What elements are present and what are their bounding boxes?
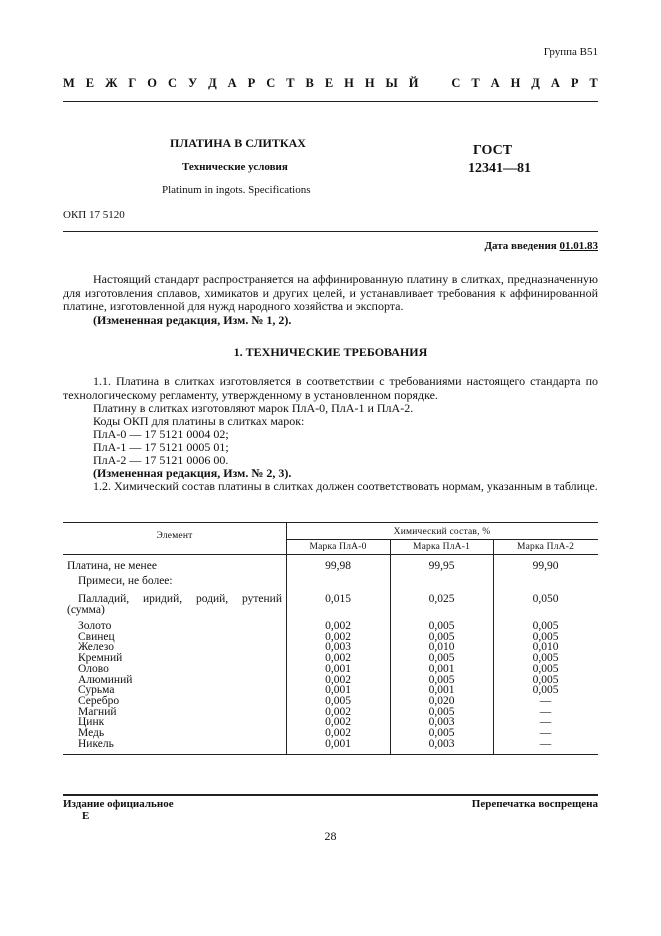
footer-divider bbox=[63, 794, 598, 796]
table-cell: 0,002 bbox=[325, 716, 351, 729]
table-cell: 0,003 bbox=[428, 716, 455, 729]
table-bottom-border bbox=[63, 754, 598, 755]
header-divider bbox=[63, 101, 598, 102]
table-cell: 0,002 bbox=[325, 620, 351, 632]
table-cell: — bbox=[539, 727, 552, 739]
table-cell: 0,003 bbox=[428, 737, 455, 750]
table-cell: 0,001 bbox=[428, 662, 455, 675]
date-value: 01.01.83 bbox=[559, 240, 598, 252]
table-cell: 0,005 bbox=[428, 630, 455, 643]
banner-letter: С bbox=[266, 76, 276, 90]
effective-date bbox=[484, 240, 598, 252]
banner-letter: Т bbox=[471, 76, 480, 90]
banner-letter: Й bbox=[408, 76, 419, 90]
table-cell: — bbox=[539, 716, 552, 729]
row-label-element: Серебро bbox=[78, 694, 120, 707]
banner-letter: В bbox=[305, 76, 314, 90]
banner-letter: Е bbox=[324, 76, 334, 90]
row-label-element: Медь bbox=[78, 727, 105, 739]
banner-letter: С bbox=[167, 76, 178, 90]
table-cell: 0,005 bbox=[532, 630, 559, 643]
table-cell: 0,002 bbox=[325, 727, 351, 739]
banner-letter: Р bbox=[570, 76, 579, 90]
grades-line: Платину в слитках изготовляют марок ПлА-0, ПлА-1 и ПлА-2. bbox=[93, 401, 414, 415]
table-cell: 0,025 bbox=[428, 593, 455, 605]
banner-letter: Н bbox=[364, 76, 375, 90]
banner-letter: Г bbox=[128, 76, 137, 90]
column-header-grade: Марка ПлА-2 bbox=[516, 542, 575, 552]
table-cell: 0,005 bbox=[532, 684, 559, 697]
row-label-element: Магний bbox=[78, 705, 117, 718]
table-top-border bbox=[63, 522, 598, 523]
column-header-grade: Марка ПлА-1 bbox=[412, 542, 471, 552]
english-title: Platinum in ingots. Specifications bbox=[162, 184, 311, 196]
table-cell: 0,002 bbox=[325, 673, 351, 686]
pgm-word: родий, bbox=[195, 593, 229, 605]
date-label: Дата введения bbox=[484, 240, 557, 252]
banner-letter: Д bbox=[531, 76, 540, 90]
gost-label: ГОСТ bbox=[473, 143, 513, 158]
table-cell: 0,005 bbox=[428, 652, 455, 665]
row-label-element: Железо bbox=[78, 641, 115, 654]
banner-letter: Ж bbox=[105, 76, 118, 90]
table-cell: 0,010 bbox=[428, 641, 455, 654]
table-cell: 0,001 bbox=[325, 684, 351, 697]
table-cell: 0,005 bbox=[532, 652, 559, 665]
row-label-element: Никель bbox=[78, 737, 114, 750]
table-cell: 0,005 bbox=[532, 673, 559, 686]
banner-letter: Е bbox=[85, 76, 95, 90]
table-cell: 99,98 bbox=[325, 560, 351, 572]
banner-letter: С bbox=[451, 76, 461, 90]
banner-letter: Т bbox=[286, 76, 295, 90]
table-cell: 0,003 bbox=[325, 641, 351, 654]
table-cell: 0,002 bbox=[325, 705, 351, 718]
page-number: 28 bbox=[324, 829, 337, 843]
banner-letter: А bbox=[227, 76, 237, 90]
row-label-element: Олово bbox=[78, 662, 109, 675]
code-line: ПлА-2 — 17 5121 0006 00. bbox=[93, 453, 229, 467]
table-cell: 0,005 bbox=[428, 620, 455, 632]
table-cell: 99,95 bbox=[428, 560, 455, 572]
table-cell: 0,002 bbox=[325, 652, 351, 665]
table-header-bottom-border bbox=[63, 554, 598, 555]
banner-letter: О bbox=[147, 76, 158, 90]
banner-letter: Т bbox=[589, 76, 598, 90]
pgm-word: рутений bbox=[242, 593, 282, 605]
table-cell: 99,90 bbox=[532, 560, 559, 572]
clause-1-2: 1.2. Химический состав платины в слитках должен соответствовать нормам, указанным в таблице. bbox=[93, 479, 598, 493]
row-label-element: Кремний bbox=[78, 652, 123, 665]
title-divider bbox=[63, 231, 598, 232]
row-label-element: Золото bbox=[78, 620, 112, 632]
row-label-pgm-tail: (сумма) bbox=[67, 604, 105, 616]
banner-letter: Н bbox=[510, 76, 521, 90]
section-amendment: (Измененная редакция, Изм. № 2, 3). bbox=[93, 466, 292, 480]
document-subtitle: Технические условия bbox=[182, 161, 288, 173]
banner-letter: А bbox=[550, 76, 560, 90]
table-cell: 0,050 bbox=[532, 593, 559, 605]
table-cell: 0,005 bbox=[532, 662, 559, 675]
clause-1-1: 1.1. Платина в слитках изготовляется в соответствии с требованиями настоящего стандарта по технологическому регламенту, утвержденному в установленном порядке. bbox=[63, 374, 598, 402]
row-label-platinum: Платина, не менее bbox=[67, 560, 157, 572]
table-cell: 0,020 bbox=[428, 694, 455, 707]
column-header-element: Элемент bbox=[156, 531, 193, 541]
table-cell: 0,002 bbox=[325, 630, 351, 643]
banner-letter: Ы bbox=[385, 76, 398, 90]
table-cell: — bbox=[539, 737, 552, 750]
okp-code: ОКП 17 5120 bbox=[63, 209, 125, 221]
banner-letter: Р bbox=[247, 76, 256, 90]
table-cell: 0,005 bbox=[428, 705, 455, 718]
column-header-grade: Марка ПлА-0 bbox=[309, 542, 367, 552]
row-label-element: Сурьма bbox=[78, 684, 115, 697]
row-label-element: Алюминий bbox=[78, 673, 133, 686]
table-cell: 0,015 bbox=[325, 593, 351, 605]
row-label-element: Цинк bbox=[78, 716, 105, 729]
impurities-label: Примеси, не более: bbox=[78, 575, 173, 587]
official-edition: Издание официальное bbox=[63, 798, 174, 810]
document-title: ПЛАТИНА В СЛИТКАХ bbox=[170, 136, 306, 150]
intro-amendment: (Измененная редакция, Изм. № 1, 2). bbox=[93, 313, 292, 327]
banner-letter: М bbox=[63, 76, 75, 90]
group-code: Группа В51 bbox=[543, 46, 598, 58]
table-cell: 0,005 bbox=[325, 694, 351, 707]
table-header-mid-border bbox=[286, 539, 598, 540]
row-label-pgm bbox=[78, 594, 282, 606]
pgm-word: Палладий, bbox=[78, 593, 130, 605]
table-cell: — bbox=[539, 694, 552, 707]
pgm-word: иридий, bbox=[143, 593, 183, 605]
table-cell: 0,005 bbox=[428, 727, 455, 739]
interstate-standard-banner bbox=[63, 76, 598, 92]
table-cell: 0,005 bbox=[532, 620, 559, 632]
table-cell: 0,001 bbox=[325, 737, 351, 750]
edition-letter: Е bbox=[82, 810, 90, 822]
banner-letter: Д bbox=[208, 76, 217, 90]
code-line: ПлА-0 — 17 5121 0004 02; bbox=[93, 427, 229, 441]
table-cell: 0,010 bbox=[532, 641, 559, 654]
section-title: 1. ТЕХНИЧЕСКИЕ ТРЕБОВАНИЯ bbox=[233, 345, 428, 359]
reprint-notice: Перепечатка воспрещена bbox=[471, 798, 598, 810]
intro-paragraph: Настоящий стандарт распространяется на аффинированную платину в слитках, предназначенную для изготовления сплавов, химикатов и других целей, и устанавливает требования к аффинированной платине, изготовленной для нужд народного хозяйства и экспорта. bbox=[63, 272, 598, 313]
banner-letter: Н bbox=[344, 76, 354, 90]
table-cell: — bbox=[539, 705, 552, 718]
banner-letter: У bbox=[187, 76, 198, 90]
banner-letter: А bbox=[490, 76, 500, 90]
table-cell: 0,001 bbox=[428, 684, 455, 697]
column-header-composition: Химический состав, % bbox=[393, 527, 491, 537]
gost-number: 12341—81 bbox=[468, 161, 531, 176]
table-cell: 0,005 bbox=[428, 673, 455, 686]
codes-title: Коды ОКП для платины в слитках марок: bbox=[93, 414, 305, 428]
code-line: ПлА-1 — 17 5121 0005 01; bbox=[93, 440, 229, 454]
row-label-element: Свинец bbox=[78, 630, 115, 643]
table-cell: 0,001 bbox=[325, 662, 351, 675]
